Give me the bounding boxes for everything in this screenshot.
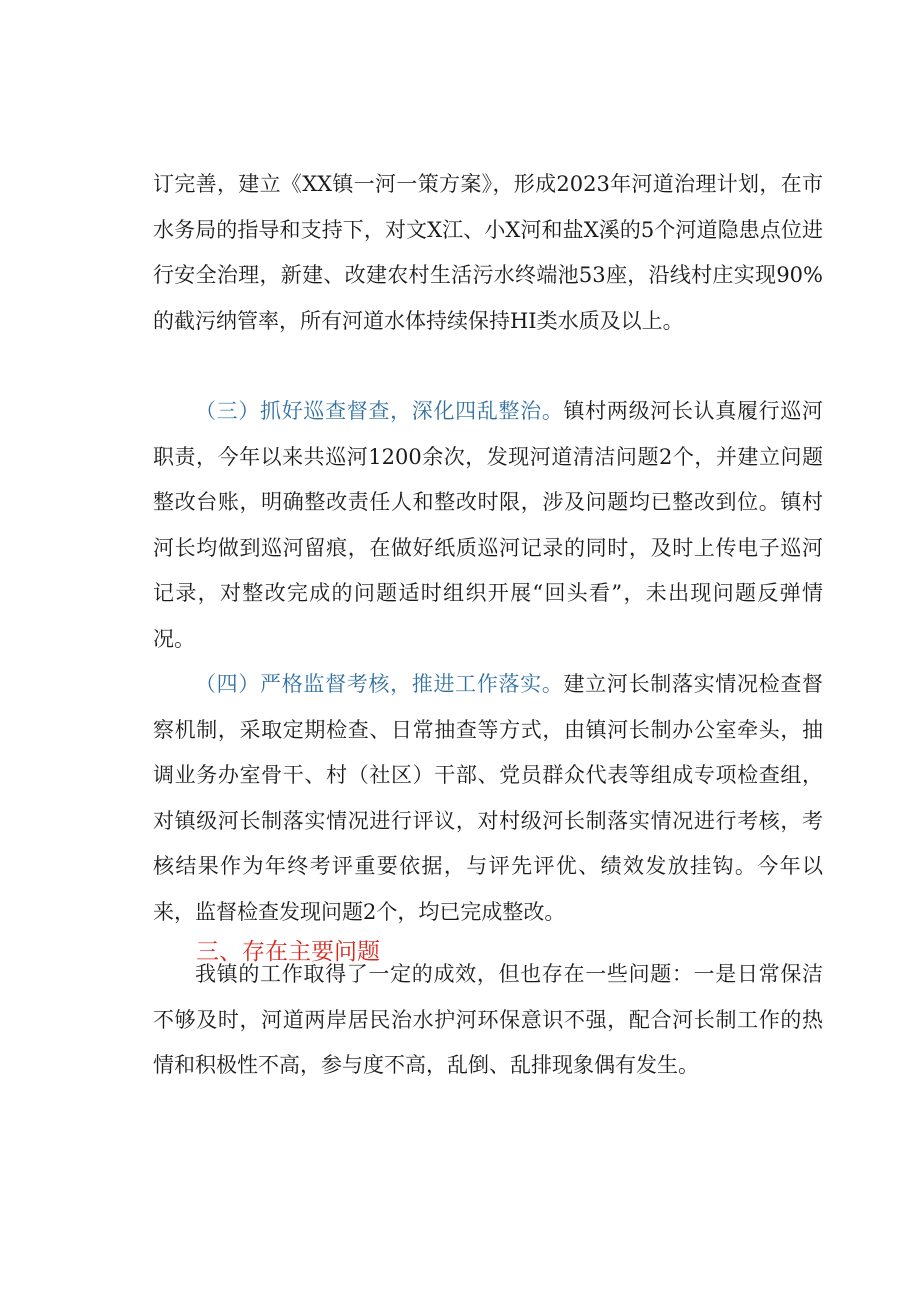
paragraph-patrol-lead: （三）抓好巡查督查，深化四乱整治。 <box>195 399 564 423</box>
paragraph-problems <box>153 952 823 1089</box>
paragraph-patrol-body: 镇村两级河长认真履行巡河职责，今年以来共巡河1200余次，发现河道清洁问题2个，并建立问题整改台账，明确整改责任人和整改时限，涉及问题均已整改到位。镇村河长均做到巡河留痕，在做好纸质巡河记录的同时，及时上传电子巡河记录，对整改完成的问题适时组织开展“回头看”，未出现问题反弹情况。 <box>153 399 824 651</box>
paragraph-river-plan <box>153 162 823 344</box>
paragraph-problems-text: 我镇的工作取得了一定的成效，但也存在一些问题：一是日常保洁不够及时，河道两岸居民治水护河环保意识不强，配合河长制工作的热情和积极性不高，参与度不高，乱倒、乱排现象偶有发生。 <box>153 962 823 1077</box>
paragraph-supervision-lead: （四）严格监督考核，推进工作落实。 <box>195 672 564 696</box>
paragraph-supervision <box>153 662 823 935</box>
section-heading: 三、存在主要问题 <box>196 939 380 965</box>
paragraph-supervision-text <box>153 662 823 935</box>
paragraph-river-plan-text: 订完善，建立《XX镇一河一策方案》，形成2023年河道治理计划，在市水务局的指导和支持下，对文X江、小X河和盐X溪的5个河道隐患点位进行安全治理，新建、改建农村生活污水终端池53座，沿线村庄实现90%的截污纳管率，所有河道水体持续保持HI类水质及以上。 <box>153 172 823 333</box>
paragraph-patrol <box>153 389 823 662</box>
paragraph-supervision-body: 建立河长制落实情况检查督察机制，采取定期检查、日常抽查等方式，由镇河长制办公室牵头，抽调业务办室骨干、村（社区）干部、党员群众代表等组成专项检查组，对镇级河长制落实情况进行评议，对村级河长制落实情况进行考核，考核结果作为年终考评重要依据，与评先评优、绩效发放挂钩。今年以来，监督检查发现问题2个，均已完成整改。 <box>153 672 824 924</box>
paragraph-patrol-text <box>153 389 823 662</box>
